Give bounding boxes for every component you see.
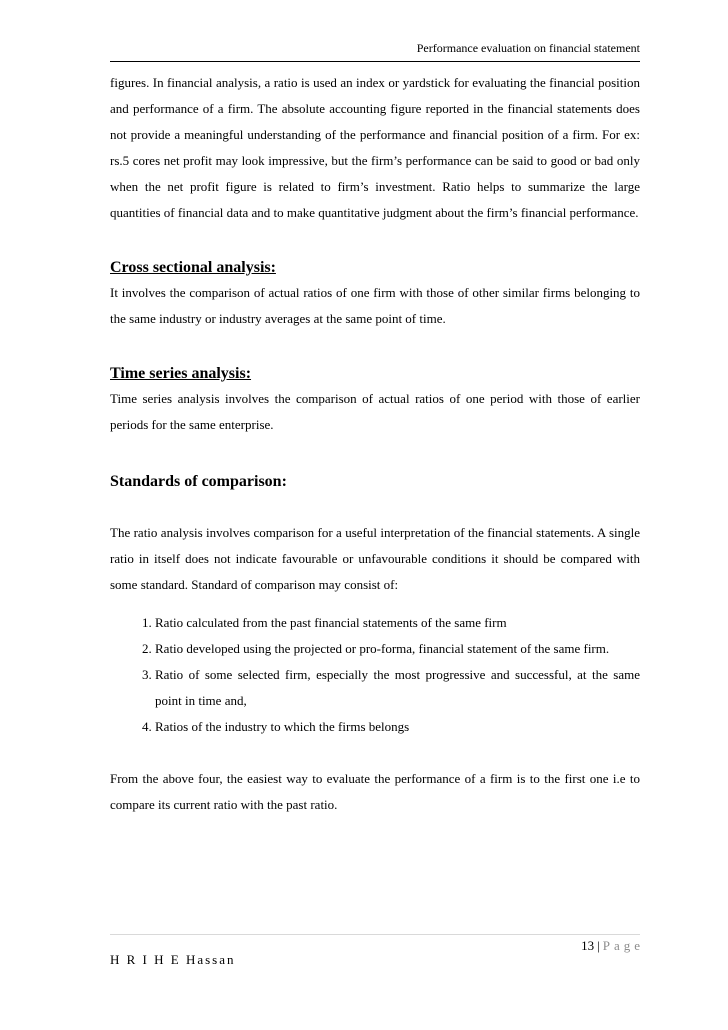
standards-list — [127, 610, 640, 740]
footer-divider — [110, 934, 640, 935]
page-number — [440, 937, 644, 955]
list-item: 4. Ratios of the industry to which the firms belongs — [155, 714, 640, 740]
conclusion-paragraph: From the above four, the easiest way to evaluate the performance of a firm is to the first one i.e to compare its current ratio with the past ratio. — [110, 771, 640, 812]
cross-sectional-heading: Cross sectional analysis: — [110, 259, 276, 276]
standards-heading: Standards of comparison: — [110, 473, 287, 490]
footer-author: H R I H E Hassan — [110, 952, 236, 967]
running-header — [110, 40, 640, 62]
time-series-heading: Time series analysis: — [110, 365, 252, 382]
list-item: 2. Ratio developed using the projected or pro-forma, financial statement of the same firm. — [155, 636, 640, 662]
page-word: Page — [602, 938, 644, 953]
header-title: Performance evaluation on financial statement — [416, 41, 640, 55]
time-series-paragraph: Time series analysis involves the comparison of actual ratios of one period with those of earlier periods for the same enterprise. — [110, 391, 640, 432]
page-content — [110, 70, 640, 818]
list-item: 1. Ratio calculated from the past financial statements of the same firm — [155, 610, 640, 636]
standards-paragraph: The ratio analysis involves comparison for a useful interpretation of the financial statements. A single ratio in itself does not indicate favourable or unfavourable conditions it should be compared with some standard. Standard of comparison may consist of: — [110, 525, 640, 592]
page-number-separator: | — [597, 938, 600, 953]
intro-paragraph: figures. In financial analysis, a ratio is used an index or yardstick for evaluating the financial position and performance of a firm. The absolute accounting figure reported in the financial statements does not provide a meaningful understanding of the performance and financial position of a firm. For ex: rs.5 cores net profit may look impressive, but the firm’s performance can be said to good or bad only when the net profit figure is related to firm’s investment. Ratio helps to summarize the large quantities of financial data and to make quantitative judgment about the firm’s financial performance. — [110, 75, 640, 220]
cross-sectional-paragraph: It involves the comparison of actual ratios of one firm with those of other similar firms belonging to the same industry or industry averages at the same point of time. — [110, 285, 640, 326]
page-number-value: 13 — [581, 938, 595, 953]
list-item: 3. Ratio of some selected firm, especially the most progressive and successful, at the same point in time and, — [155, 662, 640, 714]
